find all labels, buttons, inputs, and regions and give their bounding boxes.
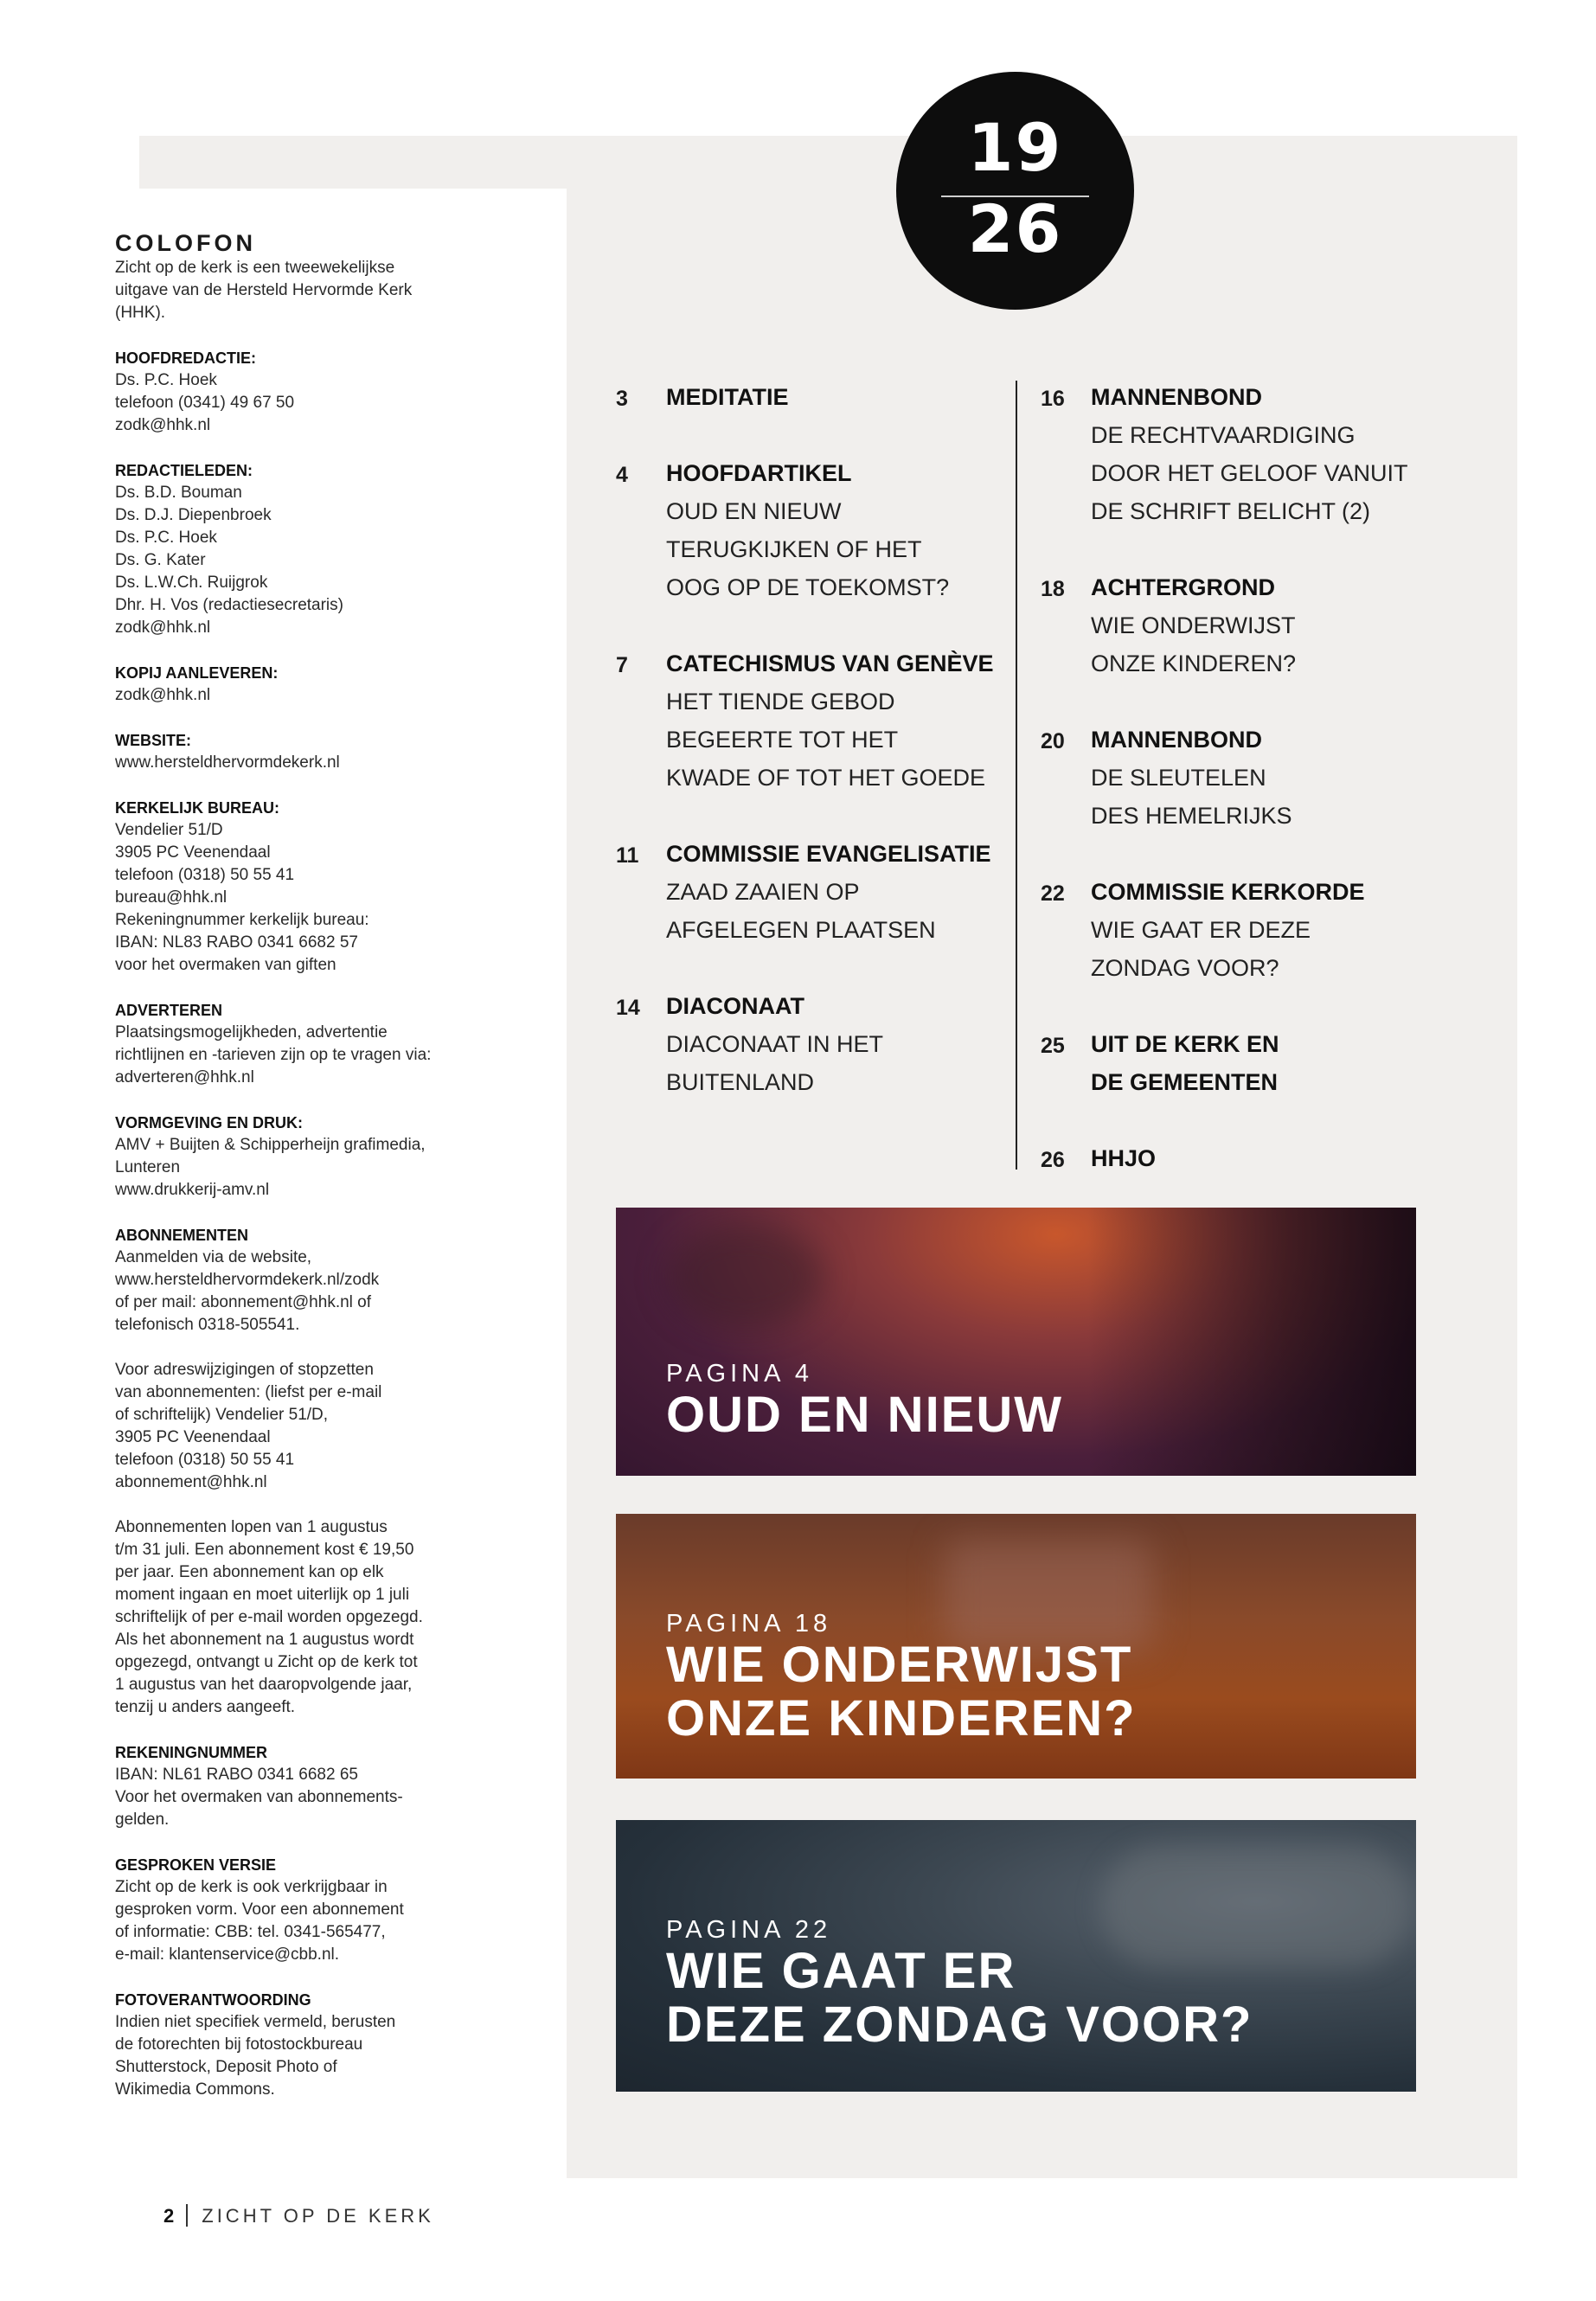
banner-page-label: PAGINA 22	[666, 1916, 832, 1944]
colofon-line: opgezegd, ontvangt u Zicht op de kerk tot	[115, 1653, 418, 1671]
toc-entry[interactable]	[616, 644, 1031, 797]
colofon-line: bureau@hhk.nl	[115, 888, 228, 907]
toc-title: COMMISSIE KERKORDE	[1091, 879, 1365, 905]
toc-page-number: 3	[616, 387, 628, 411]
colofon-section	[115, 797, 478, 977]
colofon-line: zodk@hhk.nl	[115, 416, 211, 434]
toc-page-number: 7	[616, 653, 628, 677]
colofon-line: of per mail: abonnement@hhk.nl of	[115, 1293, 372, 1311]
colofon-line: e-mail: klantenservice@cbb.nl.	[115, 1945, 340, 1964]
colofon-line: Ds. L.W.Ch. Ruijgrok	[115, 574, 268, 592]
toc-subtitle: DOOR HET GELOOF VANUIT	[1091, 460, 1408, 486]
banner-headline-line2: DEZE ZONDAG VOOR?	[666, 1997, 1253, 2053]
colofon-section-heading: REDACTIELEDEN:	[115, 462, 253, 479]
issue-volume: 19	[967, 109, 1063, 186]
toc-title: MANNENBOND	[1091, 384, 1262, 410]
colofon-line: Dhr. H. Vos (redactiesecretaris)	[115, 596, 343, 614]
colofon-line: telefoon (0318) 50 55 41	[115, 866, 295, 884]
publication-name: ZICHT OP DE KERK	[202, 2204, 434, 2227]
colofon-line: richtlijnen en -tarieven zijn op te vragen via:	[115, 1046, 432, 1064]
colofon-section-heading: WEBSITE:	[115, 732, 191, 749]
toc-entry[interactable]	[1041, 568, 1456, 683]
toc-column-right	[1041, 378, 1456, 1215]
banner-text	[666, 1915, 1253, 2052]
colofon-line: www.hersteldhervormdekerk.nl	[115, 753, 340, 772]
colofon-line: Vendelier 51/D	[115, 821, 223, 839]
toc-entry[interactable]	[616, 378, 1031, 416]
colofon-section	[115, 662, 478, 707]
colofon-line: IBAN: NL61 RABO 0341 6682 65	[115, 1766, 358, 1784]
colofon-line: telefoon (0318) 50 55 41	[115, 1451, 295, 1469]
colofon-section	[115, 1989, 478, 2101]
issue-number: 26	[967, 190, 1063, 267]
banner-text	[666, 1609, 1137, 1746]
colofon-line: Aanmelden via de website,	[115, 1248, 312, 1266]
colofon-section-heading: GESPROKEN VERSIE	[115, 1856, 277, 1874]
colofon-line: (HHK).	[115, 304, 166, 322]
toc-subtitle: WIE GAAT ER DEZE	[1091, 917, 1311, 943]
toc-page-number: 22	[1041, 881, 1065, 906]
page-footer	[163, 2204, 434, 2230]
colofon-line: de fotorechten bij fotostockbureau	[115, 2035, 363, 2054]
colofon	[115, 229, 478, 2124]
banner-page-label: PAGINA 4	[666, 1360, 814, 1388]
toc-subtitle: ZAAD ZAAIEN OP	[666, 879, 860, 905]
colofon-line: Voor adreswijzigingen of stopzetten	[115, 1361, 374, 1379]
colofon-line: Ds. D.J. Diepenbroek	[115, 506, 272, 524]
colofon-line: 1 augustus van het daaropvolgende jaar,	[115, 1676, 413, 1694]
colofon-line: per jaar. Een abonnement kan op elk	[115, 1563, 384, 1581]
colofon-section-heading: ABONNEMENTEN	[115, 1227, 249, 1244]
colofon-line: van abonnementen: (liefst per e-mail	[115, 1383, 382, 1401]
toc-title: HHJO	[1091, 1145, 1157, 1171]
colofon-section	[115, 1359, 478, 1494]
toc-subtitle: KWADE OF TOT HET GOEDE	[666, 765, 986, 791]
colofon-line: adverteren@hhk.nl	[115, 1068, 254, 1086]
banner-page-label: PAGINA 18	[666, 1610, 832, 1638]
colofon-line: gelden.	[115, 1811, 170, 1829]
toc-subtitle: OOG OP DE TOEKOMST?	[666, 574, 950, 600]
feature-banner-oud-en-nieuw[interactable]	[616, 1208, 1416, 1476]
toc-subtitle: DE SLEUTELEN	[1091, 765, 1266, 791]
colofon-line: 3905 PC Veenendaal	[115, 843, 271, 862]
toc-page-number: 4	[616, 463, 628, 487]
colofon-line: Rekeningnummer kerkelijk bureau:	[115, 911, 369, 929]
toc-title: DIACONAAT	[666, 993, 804, 1019]
colofon-section-heading: FOTOVERANTWOORDING	[115, 1991, 311, 2009]
toc-entry[interactable]	[616, 987, 1031, 1101]
toc-subtitle: DE RECHTVAARDIGING	[1091, 422, 1356, 448]
toc-title: COMMISSIE EVANGELISATIE	[666, 841, 991, 867]
toc-subtitle: DE SCHRIFT BELICHT (2)	[1091, 498, 1371, 524]
toc-subtitle: AFGELEGEN PLAATSEN	[666, 917, 936, 943]
colofon-section	[115, 257, 478, 324]
colofon-line: Ds. P.C. Hoek	[115, 529, 217, 547]
colofon-line: Ds. B.D. Bouman	[115, 484, 242, 502]
colofon-line: 3905 PC Veenendaal	[115, 1428, 271, 1446]
colofon-section	[115, 1516, 478, 1719]
toc-page-number: 25	[1041, 1034, 1065, 1058]
colofon-section	[115, 999, 478, 1089]
colofon-line: Shutterstock, Deposit Photo of	[115, 2058, 337, 2076]
footer-separator	[186, 2204, 188, 2227]
colofon-line: Lunteren	[115, 1158, 181, 1176]
colofon-line: zodk@hhk.nl	[115, 619, 211, 637]
banner-text	[666, 1359, 1063, 1442]
toc-entry[interactable]	[1041, 1025, 1456, 1101]
banner-headline-line1: WIE ONDERWIJST	[666, 1637, 1133, 1693]
toc-title: ACHTERGROND	[1091, 574, 1275, 600]
toc-subtitle: ONZE KINDEREN?	[1091, 651, 1297, 676]
colofon-line: t/m 31 juli. Een abonnement kost € 19,50	[115, 1541, 414, 1559]
banner-headline: OUD EN NIEUW	[666, 1387, 1063, 1443]
colofon-line: telefonisch 0318-505541.	[115, 1316, 300, 1334]
colofon-line: www.drukkerij-amv.nl	[115, 1181, 270, 1199]
toc-entry[interactable]	[616, 454, 1031, 606]
banner-smoke-shape	[668, 1225, 824, 1329]
colofon-line: Abonnementen lopen van 1 augustus	[115, 1518, 388, 1536]
toc-entry[interactable]	[616, 835, 1031, 949]
feature-banner-wie-gaat-er[interactable]	[616, 1820, 1416, 2092]
colofon-section	[115, 729, 478, 774]
colofon-line: gesproken vorm. Voor een abonnement	[115, 1900, 404, 1919]
toc-entry[interactable]	[1041, 873, 1456, 987]
banner-headline-line1: WIE GAAT ER	[666, 1943, 1016, 1999]
colofon-line: of schriftelijk) Vendelier 51/D,	[115, 1406, 329, 1424]
colofon-line: Zicht op de kerk is een tweewekelijkse	[115, 259, 395, 277]
colofon-line: Als het abonnement na 1 augustus wordt	[115, 1631, 414, 1649]
toc-title: MANNENBOND	[1091, 727, 1262, 753]
toc-title: HOOFDARTIKEL	[666, 460, 852, 486]
colofon-section	[115, 1854, 478, 1966]
colofon-line: of informatie: CBB: tel. 0341-565477,	[115, 1923, 386, 1941]
toc-title: MEDITATIE	[666, 384, 789, 410]
colofon-title: COLOFON	[115, 230, 256, 256]
colofon-section	[115, 1112, 478, 1202]
toc-entry[interactable]	[1041, 721, 1456, 835]
toc-page-number: 18	[1041, 577, 1065, 601]
toc-subtitle: ZONDAG VOOR?	[1091, 955, 1279, 981]
toc-title-continued: DE GEMEENTEN	[1091, 1069, 1279, 1095]
colofon-line: moment ingaan en moet uiterlijk op 1 juli	[115, 1586, 410, 1604]
feature-banner-wie-onderwijst[interactable]	[616, 1514, 1416, 1779]
colofon-section-heading: HOOFDREDACTIE:	[115, 349, 256, 367]
issue-badge	[896, 72, 1134, 310]
colofon-section-heading: KERKELIJK BUREAU:	[115, 799, 280, 817]
colofon-line: Voor het overmaken van abonnements-	[115, 1788, 403, 1806]
toc-title: UIT DE KERK EN	[1091, 1031, 1279, 1057]
toc-entry[interactable]	[1041, 1139, 1456, 1177]
colofon-line: voor het overmaken van giften	[115, 956, 337, 974]
toc-subtitle: DES HEMELRIJKS	[1091, 803, 1292, 829]
colofon-line: www.hersteldhervormdekerk.nl/zodk	[115, 1271, 380, 1289]
toc-subtitle: BEGEERTE TOT HET	[666, 727, 899, 753]
colofon-section-heading: KOPIJ AANLEVEREN:	[115, 664, 279, 682]
colofon-section	[115, 347, 478, 437]
colofon-line: uitgave van de Hersteld Hervormde Kerk	[115, 281, 413, 299]
toc-page-number: 26	[1041, 1148, 1065, 1172]
toc-page-number: 11	[616, 843, 639, 868]
colofon-line: tenzij u anders aangeeft.	[115, 1698, 296, 1716]
colofon-line: schriftelijk of per e-mail worden opgezegd.	[115, 1608, 423, 1626]
colofon-line: IBAN: NL83 RABO 0341 6682 57	[115, 933, 358, 952]
page-number: 2	[163, 2204, 175, 2227]
colofon-line: Zicht op de kerk is ook verkrijgbaar in	[115, 1878, 388, 1896]
toc-subtitle: WIE ONDERWIJST	[1091, 612, 1296, 638]
toc-subtitle: HET TIENDE GEBOD	[666, 689, 895, 715]
toc-title: CATECHISMUS VAN GENÈVE	[666, 651, 994, 676]
colofon-line: Indien niet specifiek vermeld, berusten	[115, 2013, 396, 2031]
toc-subtitle: TERUGKIJKEN OF HET	[666, 536, 922, 562]
colofon-line: Plaatsingsmogelijkheden, advertentie	[115, 1023, 388, 1042]
colofon-section	[115, 459, 478, 639]
toc-subtitle: DIACONAAT IN HET	[666, 1031, 884, 1057]
colofon-section-heading: ADVERTEREN	[115, 1002, 223, 1019]
toc-page-number: 20	[1041, 729, 1065, 753]
colofon-line: Ds. P.C. Hoek	[115, 371, 217, 389]
toc-entry[interactable]	[1041, 378, 1456, 530]
toc-column-left	[616, 378, 1031, 1139]
banner-headline-line2: ONZE KINDEREN?	[666, 1690, 1137, 1747]
colofon-line: Ds. G. Kater	[115, 551, 206, 569]
toc-subtitle: OUD EN NIEUW	[666, 498, 842, 524]
toc-page-number: 16	[1041, 387, 1065, 411]
toc-page-number: 14	[616, 996, 640, 1020]
colofon-line: telefoon (0341) 49 67 50	[115, 394, 295, 412]
colofon-line: Wikimedia Commons.	[115, 2080, 275, 2099]
banner-trees-shape	[1087, 1208, 1416, 1476]
colofon-section	[115, 1224, 478, 1336]
colofon-line: AMV + Buijten & Schipperheijn grafimedia,	[115, 1136, 426, 1154]
colofon-section	[115, 1741, 478, 1831]
colofon-section-heading: REKENINGNUMMER	[115, 1744, 268, 1761]
colofon-line: zodk@hhk.nl	[115, 686, 211, 704]
colofon-section-heading: VORMGEVING EN DRUK:	[115, 1114, 304, 1131]
toc-subtitle: BUITENLAND	[666, 1069, 815, 1095]
colofon-line: abonnement@hhk.nl	[115, 1473, 267, 1491]
